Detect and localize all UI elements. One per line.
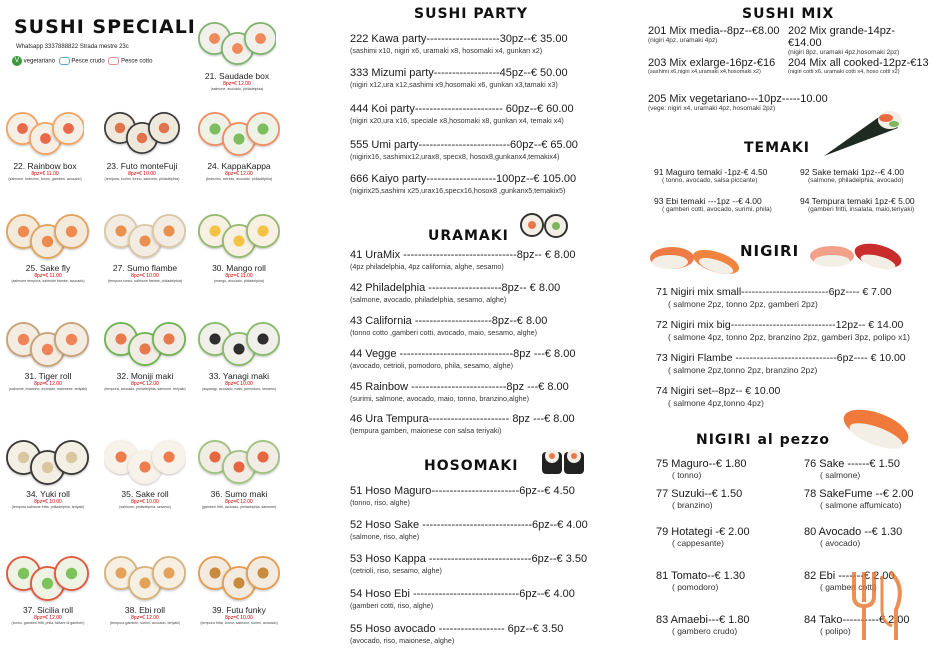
item-desc: ( cappesante) xyxy=(672,538,724,548)
sushi-piece xyxy=(52,112,84,145)
item-desc: ( polipo) xyxy=(820,626,851,636)
menu-item: 53 Hoso Kappa ----------------------------6pz--€ 3.50 (cetrioli, riso, sesamo, alghe) xyxy=(350,553,588,575)
item-desc: ( salmone) xyxy=(820,470,861,480)
menu-item xyxy=(656,488,742,510)
sushi-photo xyxy=(104,206,186,266)
item-name: 37. Sicilia roll xyxy=(22,605,74,615)
item-desc: (tempura gamberi, surimi, avocado, teriyaki) xyxy=(109,621,181,625)
item-name: 38. Ebi roll xyxy=(124,605,166,615)
sushi-piece xyxy=(246,112,280,146)
sushi-caption xyxy=(194,162,284,182)
item-desc: (tempura salmone fritta, philadelphia, teriyaki) xyxy=(11,505,85,509)
sushi-caption xyxy=(100,606,190,626)
mix-temaki-nigiri-column xyxy=(640,0,932,658)
sushi-photo xyxy=(198,206,280,266)
sushi-photo xyxy=(198,548,280,608)
sushi-piece xyxy=(54,440,89,475)
sushi-speciali-column xyxy=(0,0,300,658)
sushi-photo xyxy=(198,104,280,164)
menu-item: 55 Hoso avocado ------------------ 6pz--€ 3.50 (avocado, riso, maionese, alghe) xyxy=(350,623,564,645)
temaki-title: TEMAKI xyxy=(744,140,810,156)
nigiri-pezzo-title: NIGIRI al pezzo xyxy=(696,432,831,448)
item-name: 32. Moniji maki xyxy=(116,371,174,381)
party-uramaki-hosomaki-column xyxy=(340,0,602,658)
menu-item: 93 Ebi temaki ---1pz --€ 4.00 ( gamberi cotti, avocado, surimi, phila) xyxy=(654,196,772,213)
sushi-caption xyxy=(2,264,94,284)
nigiri-illustration-right xyxy=(806,234,906,278)
item-name: 22. Rainbow box xyxy=(13,161,77,171)
menu-item: 91 Maguro temaki -1pz-€ 4.50 ( tonno, avocado, salsa piccante) xyxy=(654,167,768,184)
item-desc: (gamberi fritti, avocado, philadelphia, salmone) xyxy=(201,505,277,509)
sushi-caption xyxy=(100,372,190,392)
menu-item: 203 Mix exlarge-16pz-€16 (sashimi x6,nigiri x4,uramaki x4,hosomaki x2) xyxy=(648,57,776,75)
item-desc: (tempura, surimi, tonno, salmone, philadelphia) xyxy=(104,177,180,181)
item-price: 8pz=€ 10.00 xyxy=(128,171,156,177)
item-price: 8pz=€ 11.00 xyxy=(31,171,59,177)
sushi-photo xyxy=(6,104,84,164)
sushi-caption xyxy=(2,606,94,626)
item-price: 8pz=€ 12.00 xyxy=(34,381,62,387)
item-desc: ( avocado) xyxy=(820,538,861,548)
sushi-piece xyxy=(152,440,186,474)
item-line: 82 Ebi -------€ 2.00 xyxy=(804,570,895,582)
menu-item: 202 Mix grande-14pz-€14.00 (nigiri 8pz, uramaki 4pz,hosomaki 2pz) xyxy=(788,25,900,56)
sushi-piece xyxy=(246,214,280,248)
item-price: 8pz=€ 11.00 xyxy=(225,273,253,279)
item-desc: (asparagi, avocado, mais, pomodoro, sesamo) xyxy=(201,387,277,391)
legend-raw: Pesce crudo xyxy=(71,58,105,65)
sushi-caption xyxy=(100,264,190,284)
sushi-piece xyxy=(246,440,280,474)
sushi-caption xyxy=(194,490,284,510)
menu-item: 92 Sake temaki 1pz--€ 4.00 (salmone, philadelphia, avocado) xyxy=(800,167,904,184)
item-name: 24. KappaKappa xyxy=(207,161,271,171)
item-desc: (tempura fritta, tonno, salmone, surimi, avocado) xyxy=(200,621,278,625)
item-line: 80 Avocado --€ 1.30 xyxy=(804,526,903,538)
item-name: 39. Futu funky xyxy=(212,605,266,615)
menu-item: 73 Nigiri Flambe -----------------------------6pz---- € 10.00 ( salmone 2pz,tonno 2pz, branzino 2pz) xyxy=(656,352,906,375)
item-desc: (salmone tempura, salmone fiambe, avocado) xyxy=(11,279,85,283)
item-line: 84 Tako----------€ 2.00 xyxy=(804,614,910,626)
sushi-caption xyxy=(194,372,284,392)
item-line: 83 Amaebi---€ 1.80 xyxy=(656,614,750,626)
item-name: 27. Sumo flambe xyxy=(112,263,178,273)
sushi-piece xyxy=(148,112,180,144)
speciali-title: SUSHI SPECIALI xyxy=(14,16,196,38)
uramaki-illustration xyxy=(518,210,578,240)
sushi-photo xyxy=(6,548,90,608)
menu-item: 51 Hoso Maguro------------------------6pz--€ 4.50 (tonno, riso, alghe) xyxy=(350,485,575,507)
item-desc: (salmone, philadelphia, sesamo) xyxy=(119,505,171,509)
raw-fish-icon xyxy=(59,57,70,65)
item-desc: (mango, avocado, philadelphia) xyxy=(213,279,265,283)
item-price: 8pz=€ 12.00 xyxy=(34,615,62,621)
menu-item: 333 Mizumi party------------------45pz--€ 50.00 (nigiri x12,ura x12,sashimi x9,hosomaki x6, gunkan x3,tamaki x3) xyxy=(350,67,568,89)
menu-item xyxy=(804,488,913,510)
item-price: 8pz=€ 10.00 xyxy=(131,273,159,279)
sushi-caption xyxy=(2,372,94,392)
menu-item: 204 Mix all cooked-12pz-€13 (nigiri cotti x6, uramaki cotti x4, hoso cotti x2) xyxy=(788,57,929,75)
menu-item: 44 Vegge -------------------------------8pz ---€ 8.00 (avocado, cetrioli, pomodoro, phila, sesamo, alghe) xyxy=(350,348,576,370)
item-desc: (salmone, branzino, avocado, maionese, teriyaki) xyxy=(8,387,88,391)
menu-item xyxy=(804,458,900,480)
legend-cooked: Pesce cotto xyxy=(121,58,153,65)
legend xyxy=(12,56,152,66)
sushi-photo xyxy=(198,314,280,374)
menu-item: 46 Ura Tempura---------------------- 8pz ---€ 8.00 (tempura gamberi, maionese con salsa teriyaki) xyxy=(350,413,575,435)
menu-item xyxy=(656,458,747,480)
item-desc: ( pomodoro) xyxy=(672,582,719,592)
sushi-piece xyxy=(54,556,89,591)
sushi-photo xyxy=(198,14,276,74)
fork-knife-logo-icon xyxy=(844,566,914,646)
sushi-photo xyxy=(104,548,186,608)
item-price: 8pz=€ 12.00 xyxy=(225,171,253,177)
sushi-photo xyxy=(6,314,90,374)
sushi-mix-title: SUSHI MIX xyxy=(742,6,835,22)
sushi-piece xyxy=(54,322,89,357)
sushi-caption xyxy=(194,606,284,626)
item-name: 21. Saudade box xyxy=(204,71,270,81)
item-line: 78 SakeFume --€ 2.00 xyxy=(804,488,914,500)
item-price: 8pz=€ 10.00 xyxy=(225,615,253,621)
menu-item: 444 Koi party------------------------ 60pz--€ 60.00 (nigiri x20,ura x16, speciale x8,hosomaki x8, gunkan x4, temaki x4) xyxy=(350,103,574,125)
menu-item xyxy=(656,614,750,636)
menu-item: 43 California ---------------------8pz--€ 8.00 (tonno cotto ,gamberi cotti, avocado, maio, sesamo, alghe) xyxy=(350,315,548,337)
menu-item: 205 Mix vegetariano---10pz-----10.00 (vege: nigiri x4, uramaki 4pz, hosomaki 2pz) xyxy=(648,93,828,112)
item-price: 8pz=€ 10.00 xyxy=(131,499,159,505)
item-line: 77 Suzuki--€ 1.50 xyxy=(656,488,743,500)
uramaki-title: URAMAKI xyxy=(428,228,509,244)
item-desc: ( branzino) xyxy=(672,500,713,510)
sushi-caption xyxy=(2,162,88,182)
sushi-piece xyxy=(244,22,276,55)
hosomaki-illustration xyxy=(538,446,588,478)
sushi-piece xyxy=(246,322,280,356)
sushi-caption xyxy=(100,490,190,510)
menu-item: 222 Kawa party--------------------30pz--€ 35.00 (sashimi x10, nigiri x6, uramaki x8, hosomaki x4, gunkan x2) xyxy=(350,33,568,55)
sushi-piece xyxy=(152,556,186,590)
sushi-party-title: SUSHI PARTY xyxy=(414,6,528,22)
item-price: 8pz=€ 11.00 xyxy=(34,273,62,279)
item-desc: (tempura tonno, salmone fiambe, philadelphia) xyxy=(107,279,183,283)
menu-item: 201 Mix media--8pz--€8.00 (nigiri 4pz, uramaki 4pz) xyxy=(648,25,780,44)
menu-item: 45 Rainbow --------------------------8pz ---€ 8.00 (surimi, salmone, avocado, maio, tonno, branzino,alghe) xyxy=(350,381,569,403)
item-desc: (salmone, avocado, philadelphia) xyxy=(210,87,264,91)
item-price: 8pz=€ 12.00 xyxy=(131,615,159,621)
item-name: 33. Yanagi maki xyxy=(208,371,270,381)
menu-item: 71 Nigiri mix small-------------------------6pz---- € 7.00 ( salmone 2pz, tonno 2pz, gamberi 2pz) xyxy=(656,286,892,309)
sushi-caption xyxy=(194,72,280,92)
menu-item: 666 Kaiyo party-------------------100pz--€ 105.00 (nigirix25,sashimi x25,urax16,specx16,hosox8 ,gunkanx5,temakix5) xyxy=(350,173,577,195)
cooked-fish-icon xyxy=(108,57,119,65)
item-price: 8pz=€ 12.00 xyxy=(225,499,253,505)
menu-item xyxy=(804,526,902,548)
item-price: 8pz=€ 10.00 xyxy=(225,381,253,387)
nigiri-title: NIGIRI xyxy=(740,242,800,260)
menu-item: 94 Tempura temaki 1pz-€ 5.00 (gamberi fritti, insalata, maio,teriyaki) xyxy=(800,196,915,213)
sushi-photo xyxy=(104,432,186,492)
salmon-nigiri-illustration xyxy=(836,404,916,454)
item-name: 31. Tiger roll xyxy=(24,371,72,381)
item-name: 34. Yuki roll xyxy=(26,489,70,499)
item-price: 8pz=€ 12.00 xyxy=(223,81,251,87)
sushi-piece xyxy=(152,322,186,356)
sushi-caption xyxy=(100,162,184,182)
contact-line: Whatsapp 3337888822 Strada mestre 23c xyxy=(16,44,129,50)
item-desc: ( salmone affumicato) xyxy=(820,500,902,510)
item-name: 30. Mango roll xyxy=(212,263,266,273)
item-desc: ( tonno) xyxy=(672,470,702,480)
item-price: 8pz=€ 12.00 xyxy=(131,381,159,387)
item-desc: ( gamberi cotti) xyxy=(820,582,877,592)
sushi-piece xyxy=(54,214,89,249)
item-line: 79 Hotategi -€ 2.00 xyxy=(656,526,750,538)
item-name: 36. Sumo maki xyxy=(210,489,268,499)
menu-item: 72 Nigiri mix big------------------------------12pz-- € 14.00 ( salmone 4pz, tonno 2pz, branzino 2pz, gamberi 3pz, polipo x1) xyxy=(656,319,910,342)
item-line: 76 Sake ------€ 1.50 xyxy=(804,458,900,470)
sushi-photo xyxy=(104,104,180,164)
item-line: 75 Maguro--€ 1.80 xyxy=(656,458,747,470)
legend-veg: vegetariano xyxy=(23,58,56,65)
sushi-piece xyxy=(152,214,186,248)
item-line: 81 Tomato--€ 1.30 xyxy=(656,570,746,582)
sushi-caption xyxy=(194,264,284,284)
menu-item: 41 UraMix -------------------------------8pz-- € 8.00 (4pz philadelphia, 4pz california, alghe, sesamo) xyxy=(350,249,576,271)
menu-item xyxy=(656,526,750,548)
sushi-caption xyxy=(2,490,94,510)
sushi-photo xyxy=(6,206,90,266)
item-name: 25. Sake fly xyxy=(25,263,71,273)
menu-item: 54 Hoso Ebi -----------------------------6pz--€ 4.00 (gamberi cotti, riso, alghe) xyxy=(350,588,575,610)
sushi-photo xyxy=(6,432,90,492)
hosomaki-title: HOSOMAKI xyxy=(424,458,519,474)
item-desc: ( gambero crudo) xyxy=(672,626,738,636)
sushi-photo xyxy=(198,432,280,492)
item-desc: (tempura, avocado, philadelphia, salmone, teriyaki) xyxy=(104,387,186,391)
sushi-piece xyxy=(246,556,280,590)
temaki-illustration xyxy=(816,104,902,166)
vegetarian-icon: V xyxy=(12,56,22,66)
sushi-photo xyxy=(104,314,186,374)
item-desc: (salmone, branzino, tonno, gamberi, avocado) xyxy=(8,177,82,181)
menu-item: 555 Umi party-------------------------60pz--€ 65.00 (nigirix16, sashimix12,urax8, specx8, hosox8,gunkanx4,temakix4) xyxy=(350,139,578,161)
item-name: 35. Sake roll xyxy=(121,489,169,499)
menu-item xyxy=(656,570,745,592)
menu-item: 74 Nigiri set--8pz-- € 10.00 ( salmone 4pz,tonno 4pz) xyxy=(656,385,781,408)
menu-item: 42 Philadelphia --------------------8pz-- € 8.00 (salmone, avocado, philadelphia, sesamo, alghe) xyxy=(350,282,561,304)
item-desc: (branzino, cetriolo, avocado, philadelphia) xyxy=(205,177,273,181)
menu-item: 52 Hoso Sake ------------------------------6pz--€ 4.00 (salmone, riso, alghe) xyxy=(350,519,588,541)
nigiri-illustration-left xyxy=(646,234,744,280)
item-desc: (tonno, gamberi fritti, phila, tartare di gamberi) xyxy=(11,621,85,625)
item-price: 8pz=€ 10.00 xyxy=(34,499,62,505)
item-name: 23. Futo monteFuji xyxy=(106,161,178,171)
